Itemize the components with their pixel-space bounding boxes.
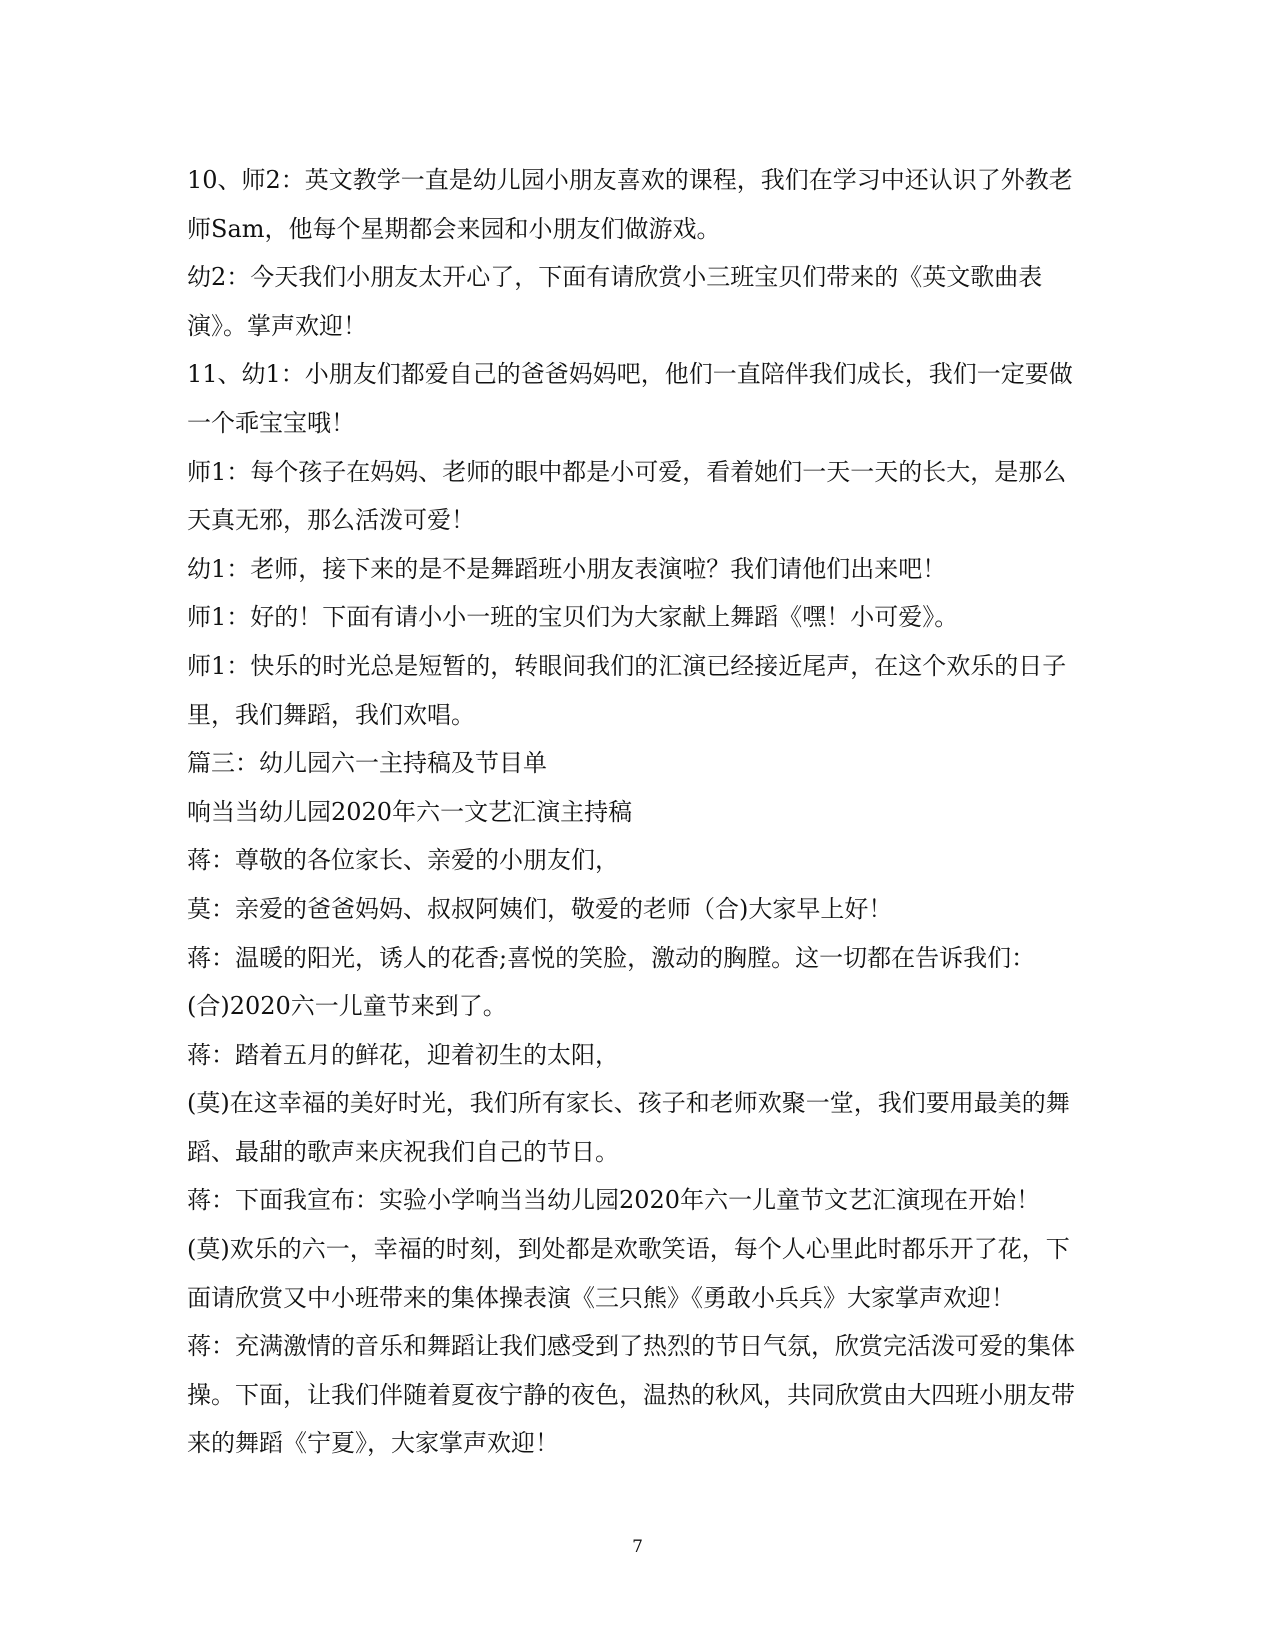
paragraph: 幼1：老师，接下来的是不是舞蹈班小朋友表演啦？我们请他们出来吧！ — [187, 554, 947, 583]
section-heading: 篇三：幼儿园六一主持稿及节目单 — [187, 749, 547, 778]
paragraph: 师1：快乐的时光总是短暂的，转眼间我们的汇演已经接近尾声，在这个欢乐的日子里，我们舞蹈，我们欢唱。 — [187, 651, 1067, 729]
script-title: 响当当幼儿园2020年六一文艺汇演主持稿 — [187, 797, 633, 826]
paragraph: 蒋：尊敬的各位家长、亲爱的小朋友们， — [187, 846, 619, 875]
paragraph: 蒋：温暖的阳光，诱人的花香;喜悦的笑脸，激动的胸膛。这一切都在告诉我们： — [187, 943, 1036, 972]
paragraph: 师1：好的！下面有请小小一班的宝贝们为大家献上舞蹈《嘿！小可爱》。 — [187, 603, 959, 632]
paragraph: 蒋：下面我宣布：实验小学响当当幼儿园2020年六一儿童节文艺汇演现在开始！ — [187, 1186, 1041, 1215]
paragraph: 10、师2：英文教学一直是幼儿园小朋友喜欢的课程，我们在学习中还认识了外教老师Sam，他每个星期都会来园和小朋友们做游戏。 — [187, 166, 1073, 243]
paragraph: 蒋：充满激情的音乐和舞蹈让我们感受到了热烈的节日气氛，欣赏完活泼可爱的集体操。下面，让我们伴随着夏夜宁静的夜色，温热的秋风，共同欣赏由大四班小朋友带来的舞蹈《宁夏》，大家掌声欢迎！ — [187, 1332, 1075, 1458]
page-number: 7 — [632, 1537, 643, 1557]
document-body — [187, 156, 1077, 1468]
paragraph: (莫)欢乐的六一，幸福的时刻，到处都是欢歌笑语，每个人心里此时都乐开了花，下面请欣赏又中小班带来的集体操表演《三只熊》《勇敢小兵兵》大家掌声欢迎！ — [187, 1235, 1070, 1312]
paragraph: 幼2：今天我们小朋友太开心了，下面有请欣赏小三班宝贝们带来的《英文歌曲表演》。掌声欢迎！ — [187, 263, 1043, 340]
paragraph: 莫：亲爱的爸爸妈妈、叔叔阿姨们，敬爱的老师（合)大家早上好！ — [187, 894, 893, 923]
paragraph: (合)2020六一儿童节来到了。 — [187, 992, 507, 1021]
paragraph: (莫)在这幸福的美好时光，我们所有家长、孩子和老师欢聚一堂，我们要用最美的舞蹈、最甜的歌声来庆祝我们自己的节日。 — [187, 1089, 1070, 1166]
paragraph: 11、幼1：小朋友们都爱自己的爸爸妈妈吧，他们一直陪伴我们成长，我们一定要做一个乖宝宝哦！ — [187, 360, 1073, 437]
paragraph: 蒋：踏着五月的鲜花，迎着初生的太阳， — [187, 1040, 619, 1069]
paragraph: 师1：每个孩子在妈妈、老师的眼中都是小可爱，看着她们一天一天的长大，是那么天真无邪，那么活泼可爱！ — [187, 457, 1067, 535]
